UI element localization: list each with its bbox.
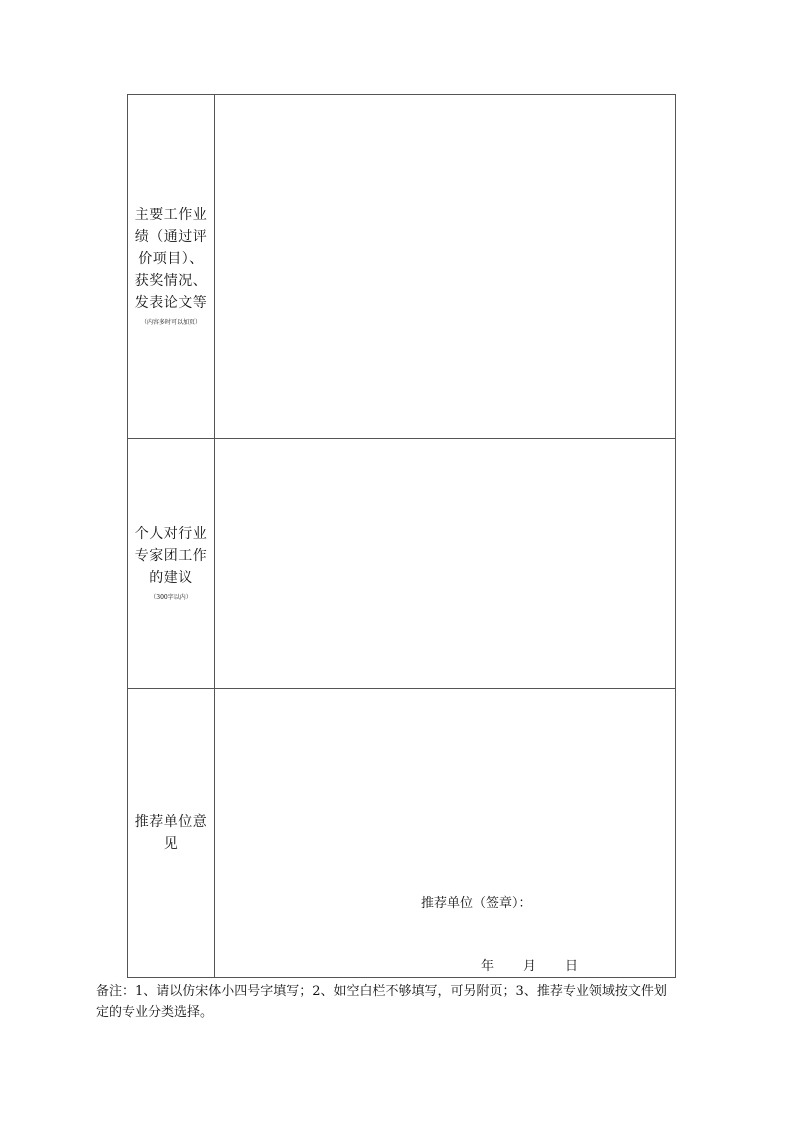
footnote — [96, 981, 716, 1023]
row-suggestions — [128, 438, 675, 688]
achievements-label-line: 价项目）、 — [138, 250, 204, 267]
achievements-label-line: 主要工作业 — [134, 206, 208, 223]
recommendation-form-table — [127, 94, 676, 978]
suggestions-label-line: 的建议 — [149, 569, 193, 586]
opinion-label-cell — [128, 689, 215, 977]
suggestions-label-line: 个人对行业 — [134, 525, 208, 542]
opinion-content-field[interactable] — [215, 689, 675, 977]
date-day-label: 日 — [565, 959, 579, 974]
suggestions-note: （300字以内） — [150, 593, 192, 601]
row-achievements — [128, 95, 675, 438]
opinion-label-line: 推荐单位意 — [134, 814, 208, 830]
achievements-label-line: 绩（通过评 — [134, 228, 208, 245]
footnote-line: 定的专业分类选择。 — [96, 1005, 214, 1020]
achievements-label-line: 获奖情况、 — [134, 272, 208, 289]
date-year-label: 年 — [481, 959, 495, 974]
signature-label: 推荐单位（签章）： — [421, 896, 532, 911]
achievements-label-line: 发表论文等 — [134, 294, 208, 311]
date-month-label: 月 — [523, 959, 537, 974]
suggestions-label-cell — [128, 439, 215, 688]
achievements-note: （内容多时可以加页） — [140, 318, 201, 326]
footnote-line: 备注：1、请以仿宋体小四号字填写；2、如空白栏不够填写，可另附页；3、推荐专业领域按文件划 — [96, 984, 667, 999]
suggestions-label-line: 专家团工作 — [134, 547, 208, 564]
date-line — [481, 955, 578, 974]
row-recommender-opinion — [128, 688, 675, 977]
suggestions-content-field[interactable] — [215, 439, 675, 688]
opinion-label-line: 见 — [163, 836, 179, 852]
achievements-content-field[interactable] — [215, 95, 675, 438]
achievements-label-cell — [128, 95, 215, 438]
